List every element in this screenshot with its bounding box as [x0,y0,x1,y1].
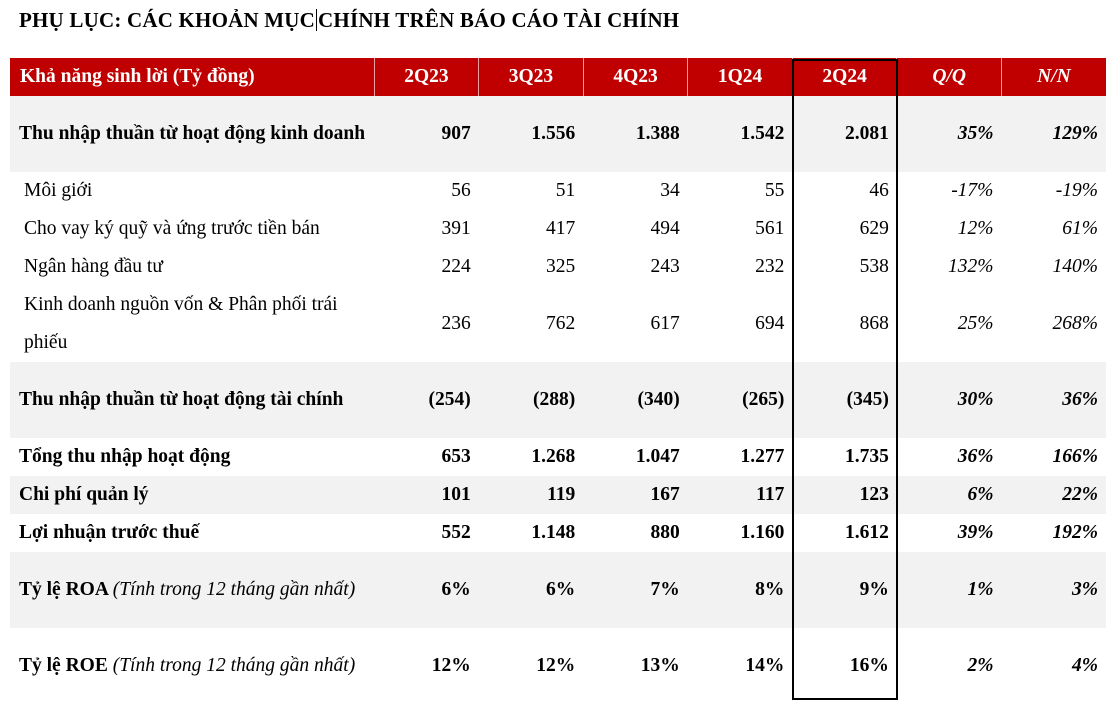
cell-value: (265) [688,362,793,438]
cell-qq: 1% [897,552,1002,628]
cell-value: 417 [546,218,576,239]
table-row [10,476,1106,514]
table-row [10,286,1106,362]
cell-value: 55 [764,180,785,201]
text-cursor [316,9,317,31]
cell-value: 561 [755,218,785,239]
row-label: Thu nhập thuần từ hoạt động tài chính [10,362,374,438]
header-nn: N/N [1001,58,1106,96]
cell-value: 117 [688,476,793,514]
cell-qq: 36% [957,446,994,467]
header-2q23: 2Q23 [374,58,479,96]
cell-value: 224 [441,256,471,277]
cell-qq: -17% [951,180,994,201]
cell-value: 391 [441,218,471,239]
table-row [10,248,1106,286]
cell-value: 123 [792,476,897,514]
table-row [10,172,1106,210]
cell-value: 6% [374,552,479,628]
cell-qq: 132% [947,256,994,277]
header-4q23: 4Q23 [583,58,688,96]
cell-value: 1.735 [845,446,889,467]
financial-table [10,58,1106,704]
cell-nn: 192% [1052,522,1098,543]
cell-value: 1.542 [688,96,793,172]
cell-nn: 166% [1052,446,1098,467]
cell-value: 538 [859,256,889,277]
row-label-note: (Tính trong 12 tháng gần nhất) [112,579,356,600]
cell-value: 101 [374,476,479,514]
row-label: Chi phí quản lý [10,476,374,514]
cell-value: 694 [755,313,785,334]
cell-nn: 268% [1052,313,1098,334]
cell-value: (254) [374,362,479,438]
row-label: Kinh doanh nguồn vốn & Phân phối trái phiếu [24,294,338,353]
cell-value: 1.047 [635,446,680,467]
row-label-roa [10,552,374,628]
header-2q24: 2Q24 [792,58,897,96]
cell-nn: 61% [1062,218,1098,239]
row-label-roe [10,628,374,704]
cell-value: 6% [479,552,584,628]
table-row [10,210,1106,248]
table-row [10,438,1106,476]
row-label-text: Tỷ lệ ROE [19,655,108,676]
table-row [10,628,1106,704]
cell-qq: 12% [957,218,994,239]
cell-value: (345) [792,362,897,438]
cell-value: 1.268 [531,446,576,467]
cell-nn: 4% [1072,655,1098,676]
cell-value: 56 [451,180,471,201]
row-label: Ngân hàng đầu tư [24,256,163,277]
cell-value: 1.277 [740,446,785,467]
cell-value: 13% [640,655,680,676]
row-label: Cho vay ký quỹ và ứng trước tiền bán [24,218,320,239]
header-1q24: 1Q24 [688,58,793,96]
row-label: Tổng thu nhập hoạt động [19,446,231,467]
cell-value: 762 [546,313,576,334]
cell-qq: 35% [897,96,1002,172]
cell-value: 1.612 [845,522,889,543]
table-row [10,362,1106,438]
cell-value: 494 [650,218,680,239]
header-qq: Q/Q [897,58,1002,96]
cell-value: 119 [479,476,584,514]
cell-value: 617 [650,313,680,334]
title-part-2: CHÍNH TRÊN BÁO CÁO TÀI CHÍNH [318,8,680,32]
cell-value: 34 [660,180,680,201]
cell-value: 9% [792,552,897,628]
header-3q23: 3Q23 [479,58,584,96]
cell-value: (288) [479,362,584,438]
row-label: Môi giới [24,180,93,201]
row-label: Thu nhập thuần từ hoạt động kinh doanh [10,96,374,172]
table-row [10,514,1106,552]
cell-value: 51 [555,180,576,201]
cell-value: 907 [374,96,479,172]
cell-qq: 30% [897,362,1002,438]
cell-qq: 2% [967,655,994,676]
cell-nn: 22% [1001,476,1106,514]
cell-qq: 6% [897,476,1002,514]
cell-value: 1.160 [740,522,785,543]
cell-nn: 36% [1001,362,1106,438]
title-part-1: PHỤ LỤC: CÁC KHOẢN MỤC [19,8,316,32]
cell-value: 325 [546,256,576,277]
cell-value: 12% [536,655,576,676]
cell-value: 629 [859,218,889,239]
table-row [10,96,1106,172]
cell-value: 1.148 [531,522,576,543]
table-row [10,552,1106,628]
row-label-text: Tỷ lệ ROA [19,579,108,600]
cell-value: 1.556 [479,96,584,172]
cell-nn: 140% [1052,256,1098,277]
cell-value: 167 [583,476,688,514]
cell-value: 1.388 [583,96,688,172]
cell-value: 236 [441,313,471,334]
cell-nn: 129% [1001,96,1106,172]
cell-nn: 3% [1001,552,1106,628]
cell-value: 880 [650,522,680,543]
cell-value: 7% [583,552,688,628]
cell-value: 12% [431,655,471,676]
row-label-note: (Tính trong 12 tháng gần nhất) [112,655,356,676]
table-header-row [10,58,1106,96]
cell-value: 8% [688,552,793,628]
cell-value: (340) [583,362,688,438]
header-label: Khả năng sinh lời (Tỷ đồng) [10,58,374,96]
cell-value: 14% [745,655,785,676]
cell-value: 552 [441,522,471,543]
cell-value: 2.081 [792,96,897,172]
cell-qq: 39% [957,522,994,543]
cell-value: 16% [849,655,889,676]
cell-value: 243 [650,256,680,277]
cell-nn: -19% [1055,180,1098,201]
page-title [19,8,679,33]
cell-qq: 25% [957,313,994,334]
cell-value: 46 [869,180,889,201]
cell-value: 868 [859,313,889,334]
cell-value: 653 [441,446,471,467]
cell-value: 232 [755,256,785,277]
row-label: Lợi nhuận trước thuế [19,522,200,543]
